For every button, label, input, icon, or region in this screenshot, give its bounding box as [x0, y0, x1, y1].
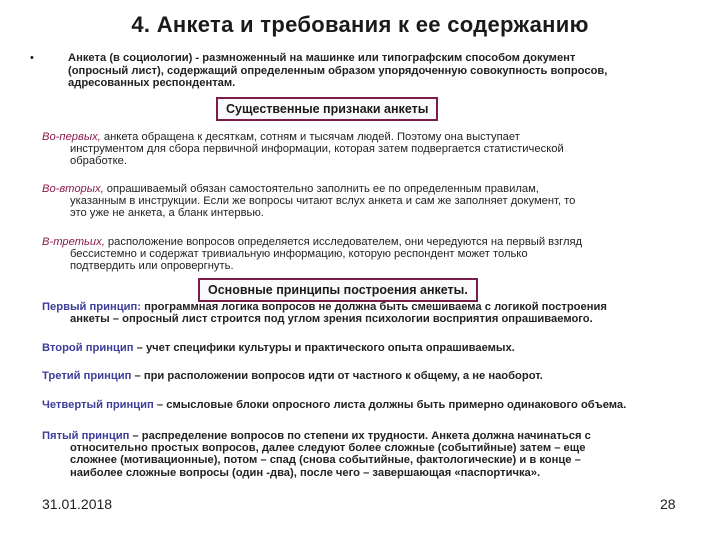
section-heading-features: Существенные признаки анкеты [216, 97, 438, 121]
feature-lead: В-третьих, [42, 236, 105, 248]
definition-line-1: Анкета (в социологии) - размноженный на машинке или типографским способом документ [68, 52, 576, 64]
principle-lead: Пятый принцип [42, 430, 130, 442]
definition-text [68, 52, 668, 90]
principle-lead: Третий принцип [42, 370, 132, 382]
principle-line: наиболее сложные вопросы (один -два), после чего – завершающая «паспортичка». [70, 466, 541, 479]
principle-lead: Первый принцип: [42, 301, 141, 313]
footer-date: 31.01.2018 [42, 496, 113, 512]
feature-line: анкета обращена к десяткам, сотням и тысячам людей. Поэтому она выступает [100, 131, 520, 143]
principle-line: сложнее (мотивационные), потом – спад (снова событийные, фактологические) и в конце – [70, 454, 581, 467]
feature-line: указанным в инструкции. Если же вопросы читают вслух анкета и сам же заполняет документ, то [70, 195, 576, 208]
feature-line: подтвердить или опровергнуть. [70, 260, 234, 273]
feature-line: это уже не анкета, а бланк интервью. [70, 207, 264, 220]
definition-line-2: (опросный лист), содержащий определенным образом упорядоченную совокупность вопросов, [68, 64, 608, 77]
section-heading-principles: Основные принципы построения анкеты. [198, 278, 478, 302]
feature-line: инструментом для сбора первичной информации, которая затем подвергается статистической [70, 143, 564, 156]
principle-line: – смысловые блоки опросного листа должны быть примерно одинакового объема. [153, 399, 627, 411]
principle-line: анкеты – опросный лист строится под углом зрения психологии восприятия опрашиваемого. [70, 313, 593, 326]
feature-line: бессистемно и содержат тривиальную информацию, которую респондент может только [70, 248, 528, 261]
bullet-icon: • [30, 52, 34, 64]
principle-lead: Второй принцип [42, 342, 134, 354]
feature-item-first [42, 131, 682, 168]
principle-line: – учет специфики культуры и практического опыта опрашиваемых. [133, 342, 515, 354]
feature-lead: Во-вторых, [42, 183, 104, 195]
principle-line: – при расположении вопросов идти от частного к общему, а не наоборот. [131, 370, 543, 382]
feature-line: обработке. [70, 155, 127, 168]
feature-line: опрашиваемый обязан самостоятельно заполнить ее по определенным правилам, [103, 183, 539, 195]
definition-line-3: адресованных респондентам. [68, 77, 236, 90]
slide-title: 4. Анкета и требования к ее содержанию [131, 12, 589, 37]
principle-line: относительно простых вопросов, далее следуют более сложные (событийные) затем – еще [70, 442, 586, 455]
feature-item-second [42, 183, 682, 220]
feature-item-third [42, 236, 682, 273]
principle-second [42, 342, 682, 354]
principle-third [42, 370, 682, 382]
feature-lead: Во-первых, [42, 131, 101, 143]
principle-first [42, 301, 682, 325]
principle-fifth [42, 430, 682, 479]
principle-lead: Четвертый принцип [42, 399, 154, 411]
principle-line: – распределение вопросов по степени их трудности. Анкета должна начинаться с [129, 430, 591, 442]
principle-fourth [42, 399, 682, 411]
footer-page-number: 28 [660, 496, 676, 512]
feature-line: расположение вопросов определяется исследователем, они чередуются на первый взгляд [104, 236, 583, 248]
principle-line: программная логика вопросов не должна быть смешиваема с логикой построения [140, 301, 607, 313]
